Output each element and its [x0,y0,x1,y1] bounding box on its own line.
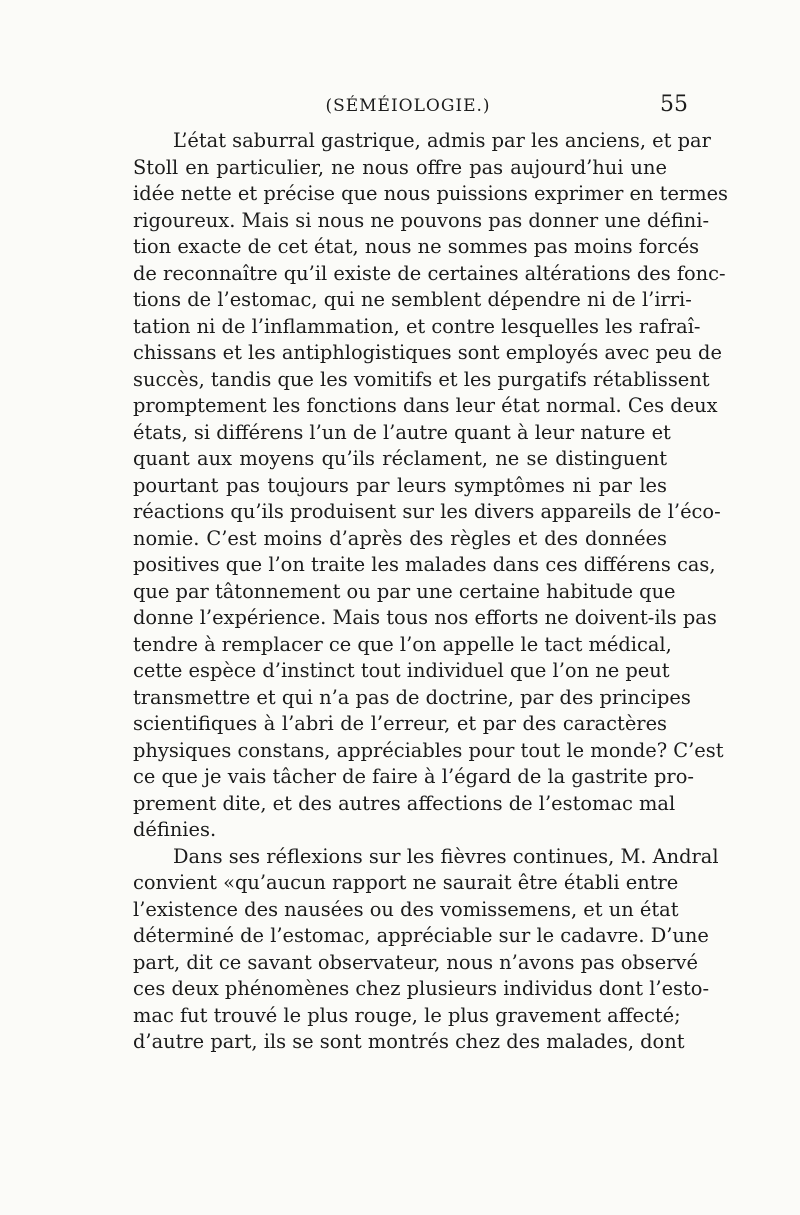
text-line: ces deux phénomènes chez plusieurs individus dont l’esto- [133,977,710,1000]
text-line: états, si différens l’un de l’autre quant à leur nature et [133,420,671,444]
text-line: déterminé de l’estomac, appréciable sur le cadavre. D’une [133,924,709,947]
text-line: L’état saburral gastrique, admis par les anciens, et par [173,129,711,152]
paragraph-andral-reflections [133,844,719,1056]
text-line: tions de l’estomac, qui ne semblent dépendre ni de l’irri- [133,288,692,311]
text-line: transmettre et qui n’a pas de doctrine, par des principes [133,685,691,709]
text-line: convient «qu’aucun rapport ne saurait être établi entre [133,871,679,894]
text-line: réactions qu’ils produisent sur les divers appareils de l’éco- [133,500,721,523]
page-number: 55 [660,92,688,117]
text-line: prement dite, et des autres affections de l’estomac mal [133,791,676,815]
paragraph-saburral-state [133,128,729,844]
text-line: que par tâtonnement ou par une certaine habitude que [133,579,676,603]
text-line: d’autre part, ils se sont montrés chez des malades, dont [133,1030,685,1053]
text-line: part, dit ce savant observateur, nous n’avons pas observé [133,950,698,974]
text-line: cette espèce d’instinct tout individuel que l’on ne peut [133,659,670,682]
text-line: promptement les fonctions dans leur état normal. Ces deux [133,394,718,417]
text-line: donne l’expérience. Mais tous nos efforts ne doivent-ils pas [133,606,717,629]
text-line: tation ni de l’inflammation, et contre lesquelles les rafraî- [133,314,701,338]
text-line: tendre à remplacer ce que l’on appelle le tact médical, [133,632,672,656]
text-line: nomie. C’est moins d’après des règles et des données [133,526,667,550]
text-line: de reconnaître qu’il existe de certaines altérations des fonc- [133,261,726,285]
text-line: quant aux moyens qu’ils réclament, ne se distinguent [133,447,667,470]
text-line: idée nette et précise que nous puissions exprimer en termes [133,182,729,205]
text-line: physiques constans, appréciables pour tout le monde? C’est [133,738,724,762]
text-line: ce que je vais tâcher de faire à l’égard de la gastrite pro- [133,765,694,788]
page-header [128,92,688,126]
body-text [133,128,729,1056]
text-line: chissans et les antiphlogistiques sont employés avec peu de [133,341,722,364]
text-line: Stoll en particulier, ne nous offre pas aujourd’hui une [133,155,667,179]
text-line: définies. [133,818,217,841]
text-line: tion exacte de cet état, nous ne sommes pas moins forcés [133,235,700,258]
text-line: rigoureux. Mais si nous ne pouvons pas donner une défini- [133,208,710,232]
text-line: l’existence des nausées ou des vomissemens, et un état [133,897,679,921]
text-line: pourtant pas toujours par leurs symptômes ni par les [133,473,667,497]
text-line: succès, tandis que les vomitifs et les purgatifs rétablissent [133,367,710,391]
text-line: mac fut trouvé le plus rouge, le plus gravement affecté; [133,1003,681,1027]
running-title: (SÉMÉIOLOGIE.) [325,96,491,116]
text-line: scientifiques à l’abri de l’erreur, et par des caractères [133,712,667,735]
text-line: positives que l’on traite les malades dans ces différens cas, [133,553,716,576]
text-line: Dans ses réflexions sur les fièvres continues, M. Andral [173,844,719,868]
